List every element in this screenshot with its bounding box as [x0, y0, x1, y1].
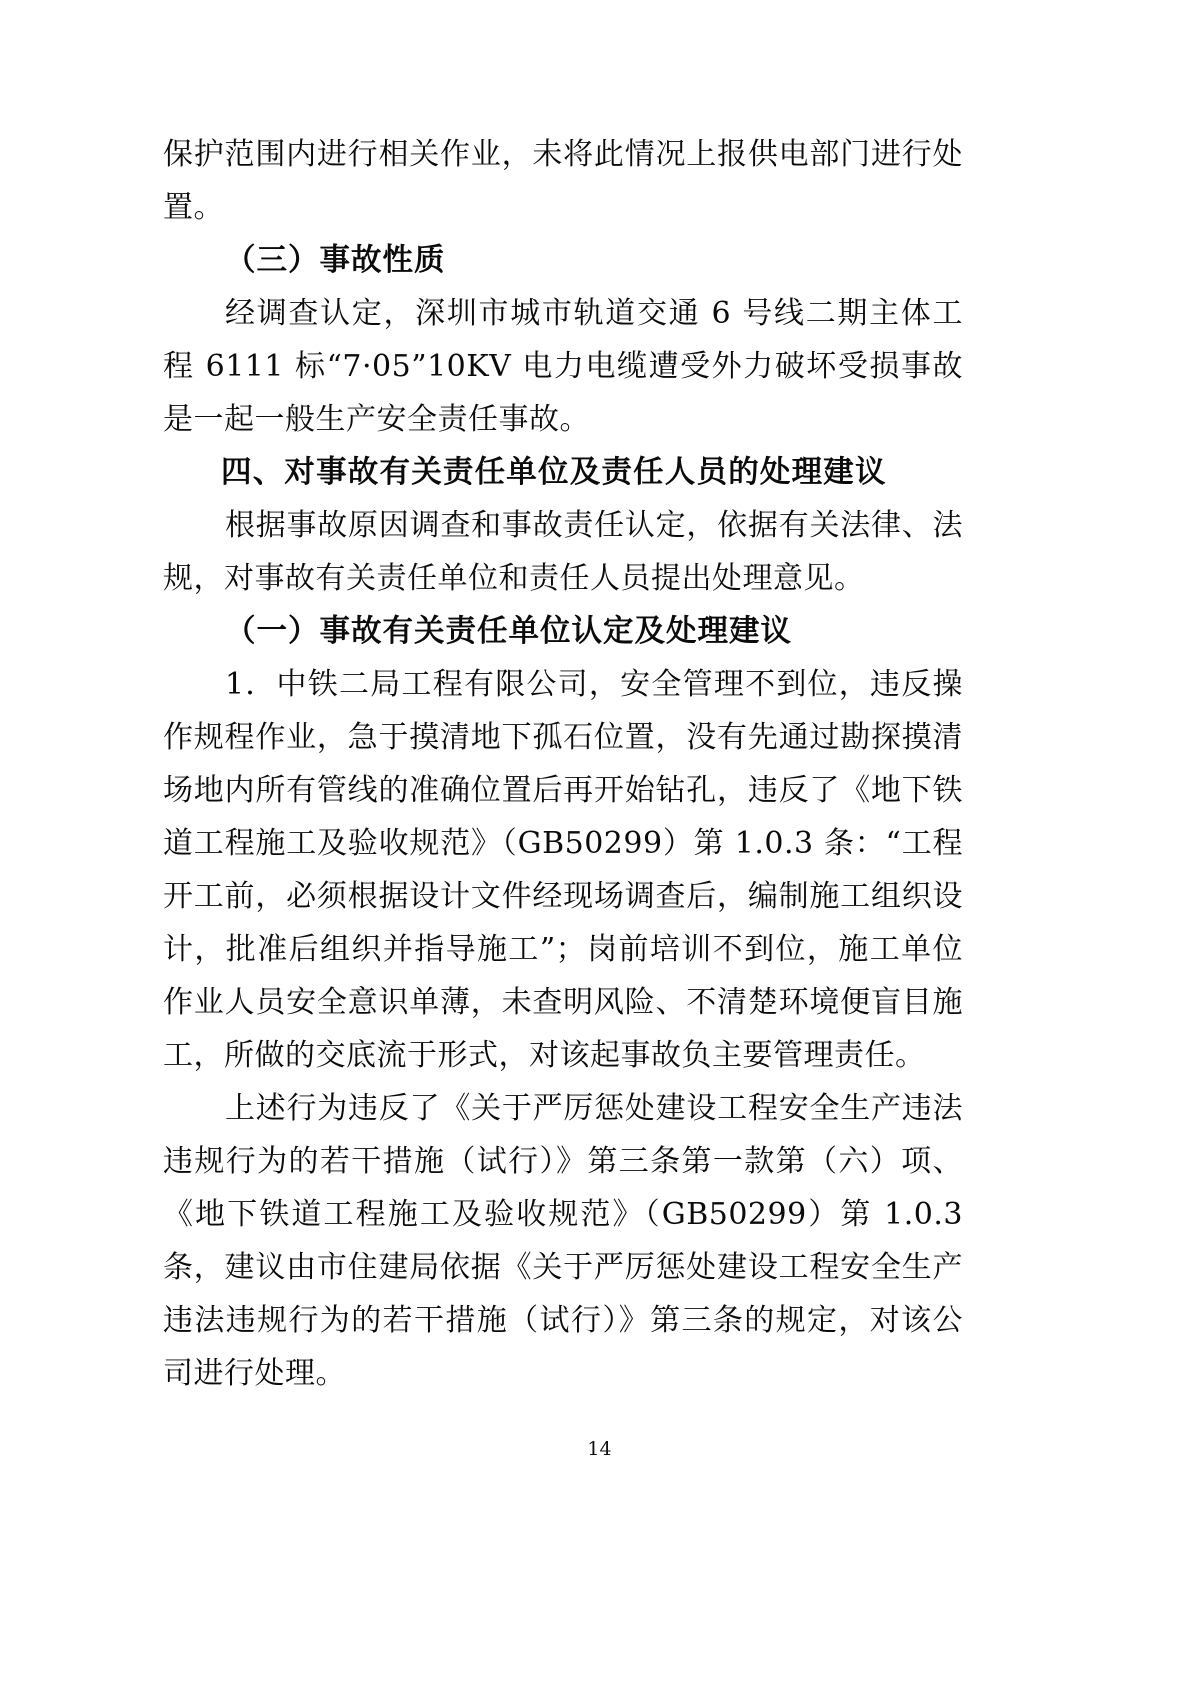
section-heading-handling-suggestions: 四、对事故有关责任单位及责任人员的处理建议 [221, 455, 887, 490]
paragraph-investigation-finding: 经调查认定，深圳市城市轨道交通 6 号线二期主体工程 6111 标“7·05”10KV 电力电缆遭受外力破坏受损事故是一起一般生产安全责任事故。 [163, 296, 963, 437]
page-body [163, 128, 963, 1400]
page-number: 14 [587, 1438, 612, 1460]
section-heading-accident-nature: （三）事故性质 [225, 243, 446, 278]
paragraph-violation-citations: 上述行为违反了《关于严厉惩处建设工程安全生产违法违规行为的若干措施（试行）》第三条第一款第（六）项、《地下铁道工程施工及验收规范》（GB50299）第 1.0.3 条，建议由市住建局依据《关于严厉惩处建设工程安全生产违法违规行为的若干措施（试行）》第三条的规定，对该公司进行处理。 [163, 1091, 963, 1391]
paragraph-continuation: 保护范围内进行相关作业，未将此情况上报供电部门进行处置。 [163, 137, 963, 225]
paragraph-basis-of-opinion: 根据事故原因调查和事故责任认定，依据有关法律、法规，对事故有关责任单位和责任人员提出处理意见。 [163, 508, 963, 596]
section-heading-responsible-units: （一）事故有关责任单位认定及处理建议 [225, 614, 792, 649]
paragraph-unit-one-findings: 1．中铁二局工程有限公司，安全管理不到位，违反操作规程作业，急于摸清地下孤石位置，没有先通过勘探摸清场地内所有管线的准确位置后再开始钻孔，违反了《地下铁道工程施工及验收规范》（GB50299）第 1.0.3 条：“工程开工前，必须根据设计文件经现场调查后，编制施工组织设计，批准后组织并指导施工”；岗前培训不到位，施工单位作业人员安全意识单薄，未查明风险、不清楚环境便盲目施工，所做的交底流于形式，对该起事故负主要管理责任。 [163, 667, 963, 1073]
